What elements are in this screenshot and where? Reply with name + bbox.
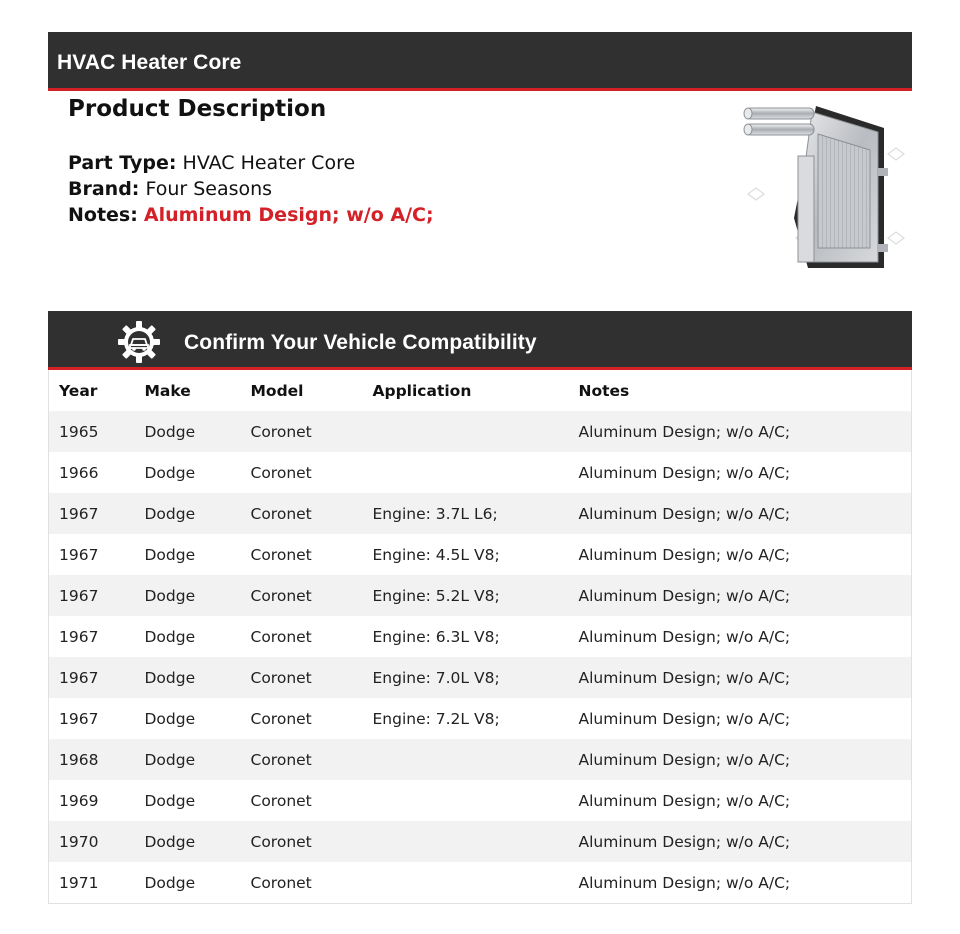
table-row xyxy=(49,739,912,780)
cell-application xyxy=(363,862,569,904)
table-header-row xyxy=(49,370,912,411)
cell-model: Coronet xyxy=(241,780,363,821)
product-title-banner xyxy=(48,32,912,91)
cell-application xyxy=(363,739,569,780)
cell-model: Coronet xyxy=(241,821,363,862)
cell-notes: Aluminum Design; w/o A/C; xyxy=(569,616,912,657)
cell-make: Dodge xyxy=(135,493,241,534)
cell-model: Coronet xyxy=(241,616,363,657)
compatibility-title: Confirm Your Vehicle Compatibility xyxy=(184,331,537,354)
col-header-application: Application xyxy=(363,370,569,411)
col-header-make: Make xyxy=(135,370,241,411)
cell-model: Coronet xyxy=(241,411,363,452)
cell-application xyxy=(363,452,569,493)
cell-notes: Aluminum Design; w/o A/C; xyxy=(569,698,912,739)
cell-make: Dodge xyxy=(135,452,241,493)
cell-notes: Aluminum Design; w/o A/C; xyxy=(569,739,912,780)
cell-year: 1966 xyxy=(49,452,135,493)
notes-row xyxy=(68,204,434,226)
cell-application: Engine: 7.0L V8; xyxy=(363,657,569,698)
cell-application: Engine: 5.2L V8; xyxy=(363,575,569,616)
cell-model: Coronet xyxy=(241,657,363,698)
cell-application: Engine: 4.5L V8; xyxy=(363,534,569,575)
table-row xyxy=(49,616,912,657)
cell-application xyxy=(363,411,569,452)
cell-year: 1967 xyxy=(49,698,135,739)
cell-model: Coronet xyxy=(241,862,363,904)
cell-notes: Aluminum Design; w/o A/C; xyxy=(569,493,912,534)
col-header-year: Year xyxy=(49,370,135,411)
table-row xyxy=(49,493,912,534)
cell-model: Coronet xyxy=(241,534,363,575)
cell-year: 1967 xyxy=(49,534,135,575)
cell-make: Dodge xyxy=(135,616,241,657)
cell-year: 1968 xyxy=(49,739,135,780)
compatibility-banner xyxy=(48,311,912,370)
notes-value: Aluminum Design; w/o A/C; xyxy=(143,204,434,226)
table-row xyxy=(49,698,912,739)
col-header-model: Model xyxy=(241,370,363,411)
notes-label: Notes: xyxy=(68,204,138,226)
cell-make: Dodge xyxy=(135,821,241,862)
cell-make: Dodge xyxy=(135,575,241,616)
cell-application: Engine: 3.7L L6; xyxy=(363,493,569,534)
cell-make: Dodge xyxy=(135,739,241,780)
part-type-row xyxy=(68,152,355,174)
cell-year: 1971 xyxy=(49,862,135,904)
table-row xyxy=(49,657,912,698)
cell-notes: Aluminum Design; w/o A/C; xyxy=(569,575,912,616)
cell-year: 1969 xyxy=(49,780,135,821)
table-row xyxy=(49,452,912,493)
product-description-heading: Product Description xyxy=(68,96,327,122)
cell-year: 1965 xyxy=(49,411,135,452)
table-row xyxy=(49,534,912,575)
cell-year: 1967 xyxy=(49,657,135,698)
cell-application: Engine: 6.3L V8; xyxy=(363,616,569,657)
brand-value: Four Seasons xyxy=(145,178,273,200)
cell-make: Dodge xyxy=(135,534,241,575)
cell-notes: Aluminum Design; w/o A/C; xyxy=(569,411,912,452)
cell-year: 1967 xyxy=(49,493,135,534)
cell-year: 1967 xyxy=(49,575,135,616)
cell-notes: Aluminum Design; w/o A/C; xyxy=(569,862,912,904)
cell-year: 1970 xyxy=(49,821,135,862)
part-type-value: HVAC Heater Core xyxy=(182,152,356,174)
brand-row xyxy=(68,178,272,200)
heater-core-image xyxy=(738,98,906,274)
cell-model: Coronet xyxy=(241,575,363,616)
col-header-notes: Notes xyxy=(569,370,912,411)
cell-notes: Aluminum Design; w/o A/C; xyxy=(569,780,912,821)
cell-notes: Aluminum Design; w/o A/C; xyxy=(569,657,912,698)
cell-model: Coronet xyxy=(241,452,363,493)
cell-application xyxy=(363,780,569,821)
cell-model: Coronet xyxy=(241,493,363,534)
cell-application xyxy=(363,821,569,862)
cell-make: Dodge xyxy=(135,698,241,739)
table-row xyxy=(49,821,912,862)
product-title: HVAC Heater Core xyxy=(57,51,242,74)
cell-model: Coronet xyxy=(241,739,363,780)
cell-application: Engine: 7.2L V8; xyxy=(363,698,569,739)
gear-car-icon xyxy=(117,320,161,364)
cell-model: Coronet xyxy=(241,698,363,739)
cell-make: Dodge xyxy=(135,780,241,821)
cell-make: Dodge xyxy=(135,657,241,698)
table-row xyxy=(49,411,912,452)
table-row xyxy=(49,575,912,616)
cell-notes: Aluminum Design; w/o A/C; xyxy=(569,452,912,493)
cell-notes: Aluminum Design; w/o A/C; xyxy=(569,821,912,862)
cell-year: 1967 xyxy=(49,616,135,657)
compatibility-table xyxy=(48,370,912,904)
cell-make: Dodge xyxy=(135,411,241,452)
table-row xyxy=(49,780,912,821)
part-type-label: Part Type: xyxy=(68,152,177,174)
brand-label: Brand: xyxy=(68,178,140,200)
table-row xyxy=(49,862,912,904)
cell-make: Dodge xyxy=(135,862,241,904)
cell-notes: Aluminum Design; w/o A/C; xyxy=(569,534,912,575)
